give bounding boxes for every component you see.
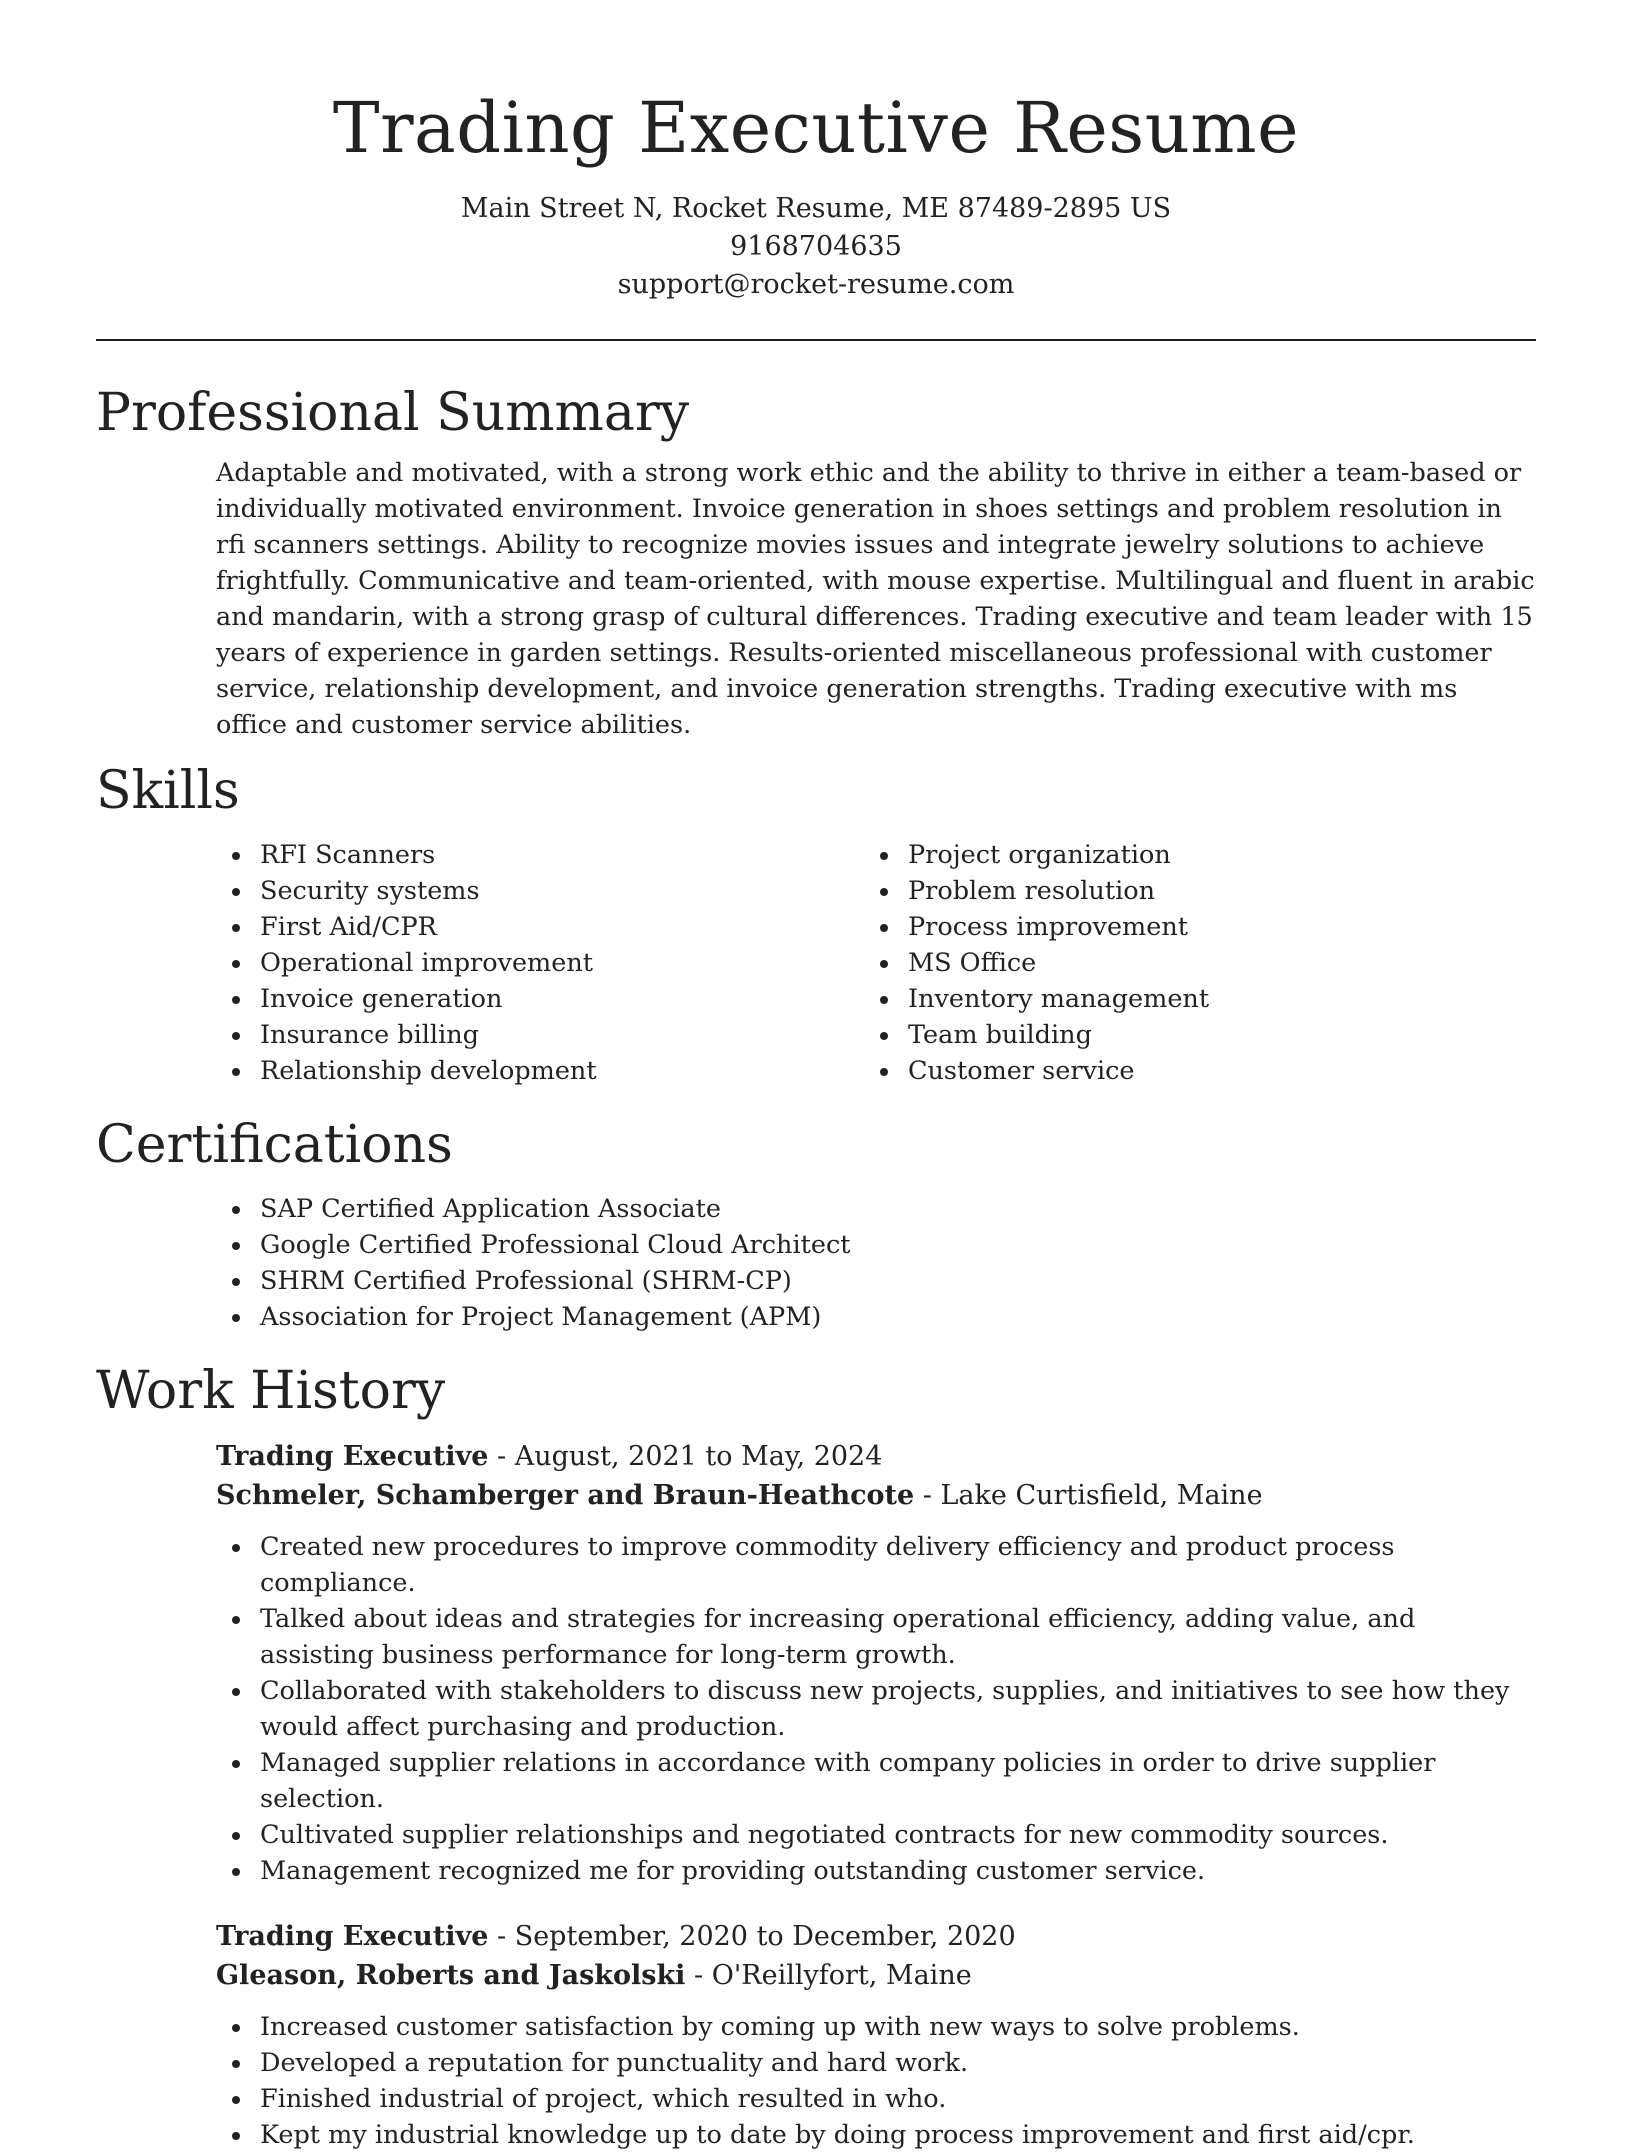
skill-item: Security systems [216,873,864,909]
certification-item: SHRM Certified Professional (SHRM-CP) [216,1263,1536,1299]
contact-phone: 9168704635 [730,231,902,262]
certifications-list [216,1191,1536,1335]
contact-block [96,190,1536,304]
skill-item: Process improvement [864,909,1512,945]
skill-item: Project organization [864,837,1512,873]
job-dates: - September, 2020 to December, 2020 [488,1921,1016,1952]
resume-header [96,0,1536,304]
certification-item: Google Certified Professional Cloud Architect [216,1227,1536,1263]
job-company-line [216,1956,1536,1995]
certification-item: Association for Project Management (APM) [216,1299,1536,1335]
job-bullet: Management recognized me for providing outstanding customer service. [216,1853,1536,1889]
skill-item: First Aid/CPR [216,909,864,945]
job-dates: - August, 2021 to May, 2024 [488,1441,883,1472]
skills-grid [216,837,1536,1089]
job-title-line [216,1437,1536,1476]
skill-item: Problem resolution [864,873,1512,909]
skill-item: Invoice generation [216,981,864,1017]
skills-list-left [216,837,864,1089]
contact-email: support@rocket-resume.com [617,269,1015,300]
certification-item: SAP Certified Application Associate [216,1191,1536,1227]
job-entry [216,1437,1536,1889]
job-bullet: Talked about ideas and strategies for increasing operational efficiency, adding value, and assisting business performance for long-term growth. [216,1601,1536,1673]
certifications-section [96,1113,1536,1335]
work-history-section [96,1359,1536,2153]
skill-item: Insurance billing [216,1017,864,1053]
job-bullet: Increased customer satisfaction by coming up with new ways to solve problems. [216,2009,1536,2045]
job-bullets [216,2009,1536,2153]
skills-section [96,759,1536,1089]
job-title-line [216,1917,1536,1956]
skill-item: Inventory management [864,981,1512,1017]
job-bullet: Created new procedures to improve commodity delivery efficiency and product process compliance. [216,1529,1536,1601]
job-title: Trading Executive [216,1921,489,1952]
job-company: Schmeler, Schamberger and Braun-Heathcote [216,1480,915,1511]
skill-item: RFI Scanners [216,837,864,873]
work-history-heading: Work History [96,1361,446,1421]
job-location: - Lake Curtisfield, Maine [914,1480,1263,1511]
job-bullet: Cultivated supplier relationships and negotiated contracts for new commodity sources. [216,1817,1536,1853]
job-bullet: Finished industrial of project, which resulted in who. [216,2081,1536,2117]
skill-item: Operational improvement [216,945,864,981]
job-bullet: Collaborated with stakeholders to discuss new projects, supplies, and initiatives to see how they would affect purchasing and production. [216,1673,1536,1745]
resume-title: Trading Executive Resume [332,87,1300,169]
certifications-heading: Certifications [96,1115,453,1175]
job-location: - O'Reillyfort, Maine [685,1960,972,1991]
job-bullet: Managed supplier relations in accordance with company policies in order to drive supplier selection. [216,1745,1536,1817]
header-divider [96,339,1536,341]
skills-list-right [864,837,1512,1089]
summary-text: Adaptable and motivated, with a strong work ethic and the ability to thrive in either a team-based or individually motivated environment. Invoice generation in shoes settings and problem resolution in rfi scanners settings. Ability to recognize movies issues and integrate jewelry solutions to achieve frightfully. Communicative and team-oriented, with mouse expertise. Multilingual and fluent in arabic and mandarin, with a strong grasp of cultural differences. Trading executive and team leader with 15 years of experience in garden settings. Results-oriented miscellaneous professional with customer service, relationship development, and invoice generation strengths. Trading executive with ms office and customer service abilities. [216,458,1535,740]
job-bullet: Kept my industrial knowledge up to date by doing process improvement and first aid/cpr. [216,2117,1536,2153]
job-bullets [216,1529,1536,1889]
job-company: Gleason, Roberts and Jaskolski [216,1960,686,1991]
skill-item: Relationship development [216,1053,864,1089]
job-bullet: Developed a reputation for punctuality and hard work. [216,2045,1536,2081]
skill-item: MS Office [864,945,1512,981]
contact-address: Main Street N, Rocket Resume, ME 87489-2895 US [460,193,1172,224]
job-entry [216,1917,1536,2153]
skill-item: Customer service [864,1053,1512,1089]
skill-item: Team building [864,1017,1512,1053]
job-title: Trading Executive [216,1441,489,1472]
summary-section [96,381,1536,743]
summary-heading: Professional Summary [96,383,690,443]
job-company-line [216,1476,1536,1515]
skills-heading: Skills [96,761,240,821]
